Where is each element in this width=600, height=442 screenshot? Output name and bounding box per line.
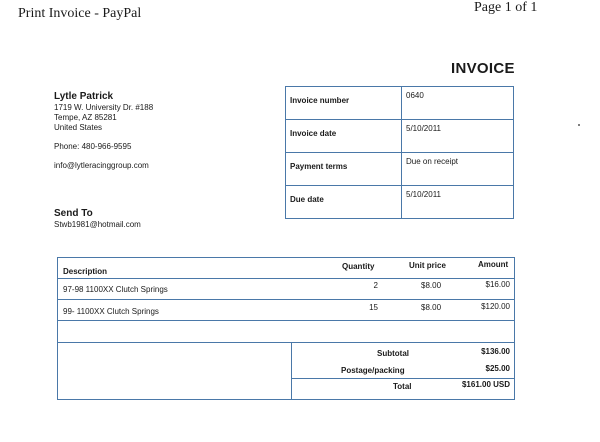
meta-value: 5/10/2011 bbox=[402, 120, 514, 153]
seller-address-line1: 1719 W. University Dr. #188 bbox=[54, 103, 154, 112]
seller-name: Lytle Patrick bbox=[54, 91, 114, 102]
col-header-quantity: Quantity bbox=[342, 262, 375, 271]
send-to-block bbox=[54, 208, 141, 229]
item-unit-price: $8.00 bbox=[421, 303, 442, 312]
col-header-description: Description bbox=[63, 267, 108, 276]
items-table bbox=[57, 257, 515, 400]
meta-label: Payment terms bbox=[286, 153, 402, 186]
col-header-unit-price: Unit price bbox=[409, 261, 446, 270]
seller-block bbox=[54, 91, 153, 171]
send-to-heading: Send To bbox=[54, 208, 93, 219]
meta-label: Invoice date bbox=[286, 120, 402, 153]
meta-value: 5/10/2011 bbox=[402, 186, 514, 219]
invoice-title: INVOICE bbox=[451, 60, 515, 77]
item-amount: $16.00 bbox=[485, 280, 510, 289]
item-description: 97-98 1100XX Clutch Springs bbox=[63, 285, 168, 294]
meta-row bbox=[286, 87, 514, 120]
subtotal-label: Subtotal bbox=[377, 349, 409, 358]
item-unit-price: $8.00 bbox=[421, 281, 442, 290]
meta-label: Due date bbox=[286, 186, 402, 219]
postage-value: $25.00 bbox=[485, 364, 510, 373]
meta-row bbox=[286, 186, 514, 219]
send-to-email: Stwb1981@hotmail.com bbox=[54, 220, 141, 229]
item-amount: $120.00 bbox=[481, 302, 510, 311]
item-quantity: 15 bbox=[369, 303, 378, 312]
meta-row bbox=[286, 153, 514, 186]
print-title: Print Invoice - PayPal bbox=[18, 6, 142, 21]
seller-email: info@lytleracinggroup.com bbox=[54, 161, 149, 170]
total-value: $161.00 USD bbox=[461, 380, 510, 389]
page-number: Page 1 of 1 bbox=[474, 0, 538, 15]
item-quantity: 2 bbox=[373, 281, 378, 290]
meta-value: Due on receipt bbox=[402, 153, 514, 186]
seller-country: United States bbox=[54, 123, 103, 132]
seller-address-line2: Tempe, AZ 85281 bbox=[54, 113, 117, 122]
invoice-meta-table bbox=[285, 86, 514, 219]
meta-label: Invoice number bbox=[286, 87, 402, 120]
subtotal-value: $136.00 bbox=[481, 347, 510, 356]
item-description: 99- 1100XX Clutch Springs bbox=[63, 307, 159, 316]
seller-phone: Phone: 480-966-9595 bbox=[54, 142, 132, 151]
scan-speck bbox=[578, 124, 580, 126]
meta-value: 0640 bbox=[402, 87, 514, 120]
meta-row bbox=[286, 120, 514, 153]
col-header-amount: Amount bbox=[478, 260, 509, 269]
postage-label: Postage/packing bbox=[341, 366, 405, 375]
total-label: Total bbox=[393, 382, 412, 391]
